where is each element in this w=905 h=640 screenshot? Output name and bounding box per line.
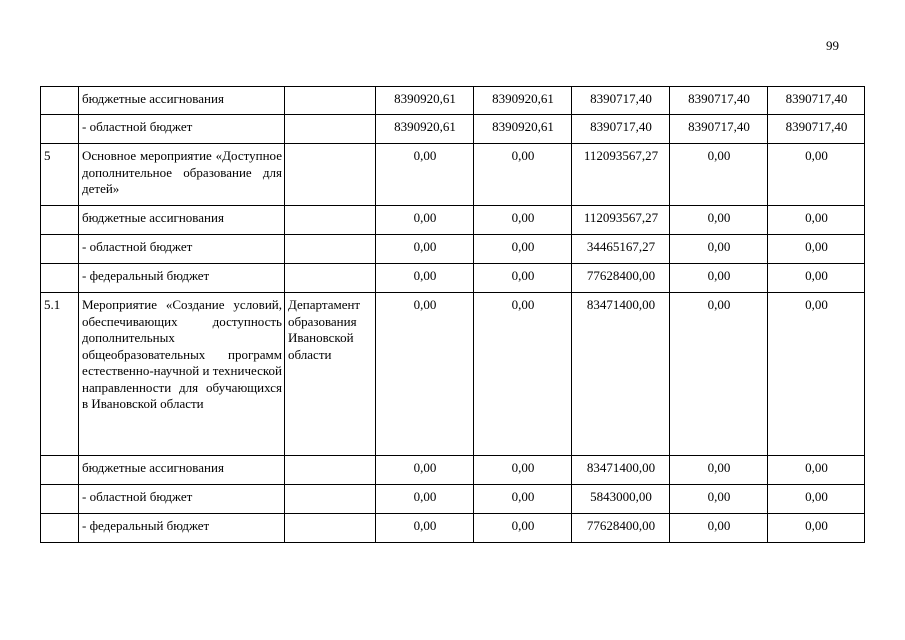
value-cell: 8390717,40 bbox=[670, 87, 768, 115]
executor-cell bbox=[285, 87, 376, 115]
activity-name-cell: Мероприятие «Создание условий, обеспечивающих доступность дополнительных общеобразовательных программ естественно-научной и технической направленности для обучающихся в Ивановской области bbox=[79, 293, 285, 456]
value-cell: 0,00 bbox=[474, 264, 572, 293]
value-cell: 8390717,40 bbox=[572, 87, 670, 115]
executor-cell bbox=[285, 206, 376, 235]
value-cell: 0,00 bbox=[376, 206, 474, 235]
executor-cell bbox=[285, 144, 376, 206]
value-cell: 8390717,40 bbox=[572, 115, 670, 144]
value-cell: 0,00 bbox=[376, 293, 474, 456]
page-number: 99 bbox=[826, 38, 839, 53]
budget-table bbox=[40, 86, 865, 543]
value-cell: 0,00 bbox=[768, 264, 865, 293]
value-cell: 0,00 bbox=[670, 293, 768, 456]
row-number-cell bbox=[41, 206, 79, 235]
executor-cell bbox=[285, 264, 376, 293]
value-cell: 0,00 bbox=[670, 235, 768, 264]
activity-name-cell: - областной бюджет bbox=[79, 235, 285, 264]
activity-name-cell: бюджетные ассигнования bbox=[79, 206, 285, 235]
row-number-cell bbox=[41, 115, 79, 144]
value-cell: 77628400,00 bbox=[572, 514, 670, 543]
table-row bbox=[41, 206, 865, 235]
value-cell: 0,00 bbox=[670, 264, 768, 293]
row-number-cell bbox=[41, 87, 79, 115]
table-row bbox=[41, 87, 865, 115]
table-row bbox=[41, 514, 865, 543]
value-cell: 0,00 bbox=[670, 514, 768, 543]
activity-name-cell: бюджетные ассигнования bbox=[79, 87, 285, 115]
value-cell: 0,00 bbox=[376, 144, 474, 206]
value-cell: 0,00 bbox=[670, 144, 768, 206]
value-cell: 0,00 bbox=[376, 485, 474, 514]
activity-name-cell: - областной бюджет bbox=[79, 115, 285, 144]
row-number-cell bbox=[41, 456, 79, 485]
table-row bbox=[41, 485, 865, 514]
value-cell: 8390920,61 bbox=[376, 115, 474, 144]
table-row bbox=[41, 115, 865, 144]
value-cell: 5843000,00 bbox=[572, 485, 670, 514]
value-cell: 77628400,00 bbox=[572, 264, 670, 293]
value-cell: 34465167,27 bbox=[572, 235, 670, 264]
executor-cell: Департамент образования Ивановской области bbox=[285, 293, 376, 456]
value-cell: 0,00 bbox=[474, 485, 572, 514]
activity-name-cell: - федеральный бюджет bbox=[79, 264, 285, 293]
value-cell: 83471400,00 bbox=[572, 456, 670, 485]
value-cell: 0,00 bbox=[474, 144, 572, 206]
value-cell: 0,00 bbox=[376, 264, 474, 293]
value-cell: 8390920,61 bbox=[376, 87, 474, 115]
executor-cell bbox=[285, 514, 376, 543]
executor-cell bbox=[285, 235, 376, 264]
activity-name-cell: Основное мероприятие «Доступное дополнительное образование для детей» bbox=[79, 144, 285, 206]
row-number-cell: 5 bbox=[41, 144, 79, 206]
row-number-cell bbox=[41, 514, 79, 543]
value-cell: 0,00 bbox=[768, 514, 865, 543]
value-cell: 0,00 bbox=[670, 206, 768, 235]
value-cell: 83471400,00 bbox=[572, 293, 670, 456]
value-cell: 0,00 bbox=[474, 206, 572, 235]
value-cell: 0,00 bbox=[768, 456, 865, 485]
row-number-cell: 5.1 bbox=[41, 293, 79, 456]
value-cell: 0,00 bbox=[670, 456, 768, 485]
value-cell: 0,00 bbox=[376, 456, 474, 485]
executor-cell bbox=[285, 485, 376, 514]
table-row bbox=[41, 264, 865, 293]
table-row bbox=[41, 235, 865, 264]
value-cell: 112093567,27 bbox=[572, 144, 670, 206]
value-cell: 0,00 bbox=[670, 485, 768, 514]
activity-name-cell: - федеральный бюджет bbox=[79, 514, 285, 543]
value-cell: 8390920,61 bbox=[474, 87, 572, 115]
value-cell: 8390717,40 bbox=[768, 87, 865, 115]
value-cell: 0,00 bbox=[768, 293, 865, 456]
value-cell: 0,00 bbox=[768, 206, 865, 235]
value-cell: 0,00 bbox=[376, 514, 474, 543]
value-cell: 112093567,27 bbox=[572, 206, 670, 235]
value-cell: 0,00 bbox=[768, 485, 865, 514]
value-cell: 0,00 bbox=[768, 235, 865, 264]
executor-cell bbox=[285, 456, 376, 485]
table-row bbox=[41, 144, 865, 206]
value-cell: 0,00 bbox=[376, 235, 474, 264]
value-cell: 8390717,40 bbox=[670, 115, 768, 144]
value-cell: 0,00 bbox=[768, 144, 865, 206]
activity-name-cell: бюджетные ассигнования bbox=[79, 456, 285, 485]
row-number-cell bbox=[41, 485, 79, 514]
row-number-cell bbox=[41, 264, 79, 293]
activity-name-cell: - областной бюджет bbox=[79, 485, 285, 514]
executor-cell bbox=[285, 115, 376, 144]
table-row bbox=[41, 293, 865, 456]
table-row bbox=[41, 456, 865, 485]
value-cell: 0,00 bbox=[474, 456, 572, 485]
value-cell: 8390717,40 bbox=[768, 115, 865, 144]
value-cell: 0,00 bbox=[474, 293, 572, 456]
value-cell: 8390920,61 bbox=[474, 115, 572, 144]
row-number-cell bbox=[41, 235, 79, 264]
value-cell: 0,00 bbox=[474, 514, 572, 543]
value-cell: 0,00 bbox=[474, 235, 572, 264]
